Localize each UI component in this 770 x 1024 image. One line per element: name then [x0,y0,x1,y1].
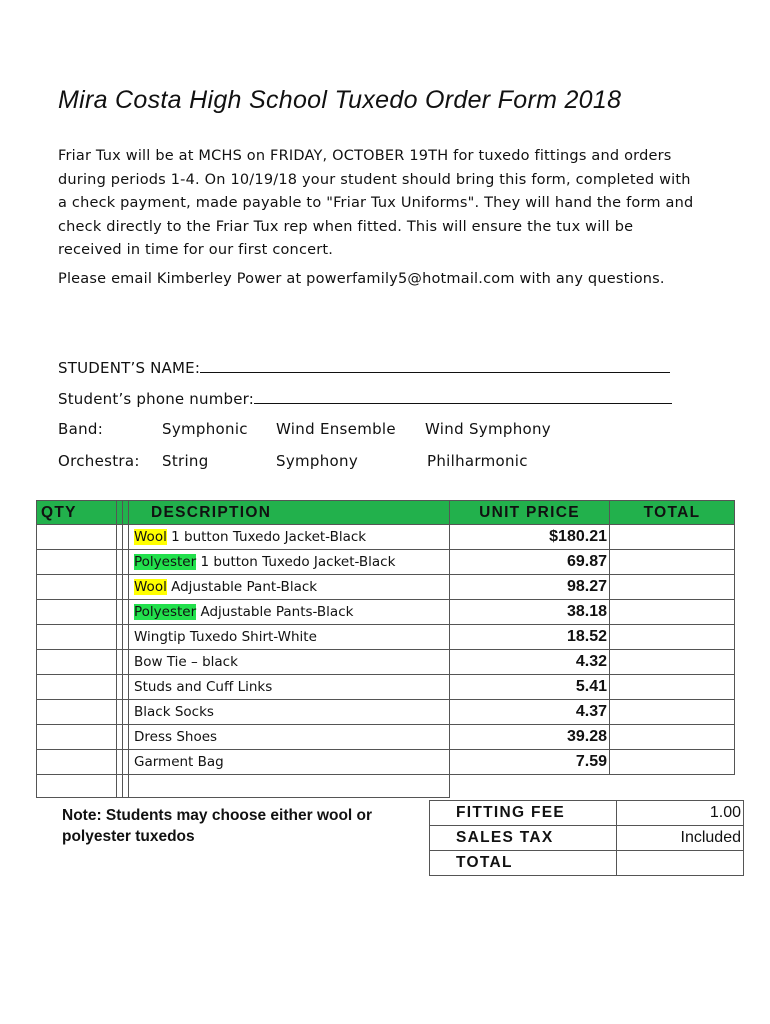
header-total: TOTAL [610,501,735,525]
qty-cell[interactable] [37,700,117,725]
student-phone-line[interactable] [254,389,672,404]
qty-cell[interactable] [37,525,117,550]
description-cell [129,525,450,550]
band-option-wind-ensemble[interactable]: Wind Ensemble [276,420,396,438]
description-cell [129,600,450,625]
student-name-line[interactable] [200,358,670,373]
band-label: Band: [58,420,104,438]
table-row [37,600,735,625]
qty-cell[interactable] [37,650,117,675]
item-name: Bow Tie – black [134,654,238,670]
total-cell[interactable] [610,750,735,775]
band-option-wind-symphony[interactable]: Wind Symphony [425,420,551,438]
description-cell [129,650,450,675]
student-phone-label: Student’s phone number: [58,390,255,408]
order-table [36,500,735,798]
description-cell [129,750,450,775]
table-row [37,575,735,600]
total-cell[interactable] [610,525,735,550]
student-name-field[interactable] [58,358,670,377]
unit-price-cell: 7.59 [450,750,610,775]
unit-price-cell: 98.27 [450,575,610,600]
qty-cell[interactable] [37,575,117,600]
fee-label: SALES TAX [430,826,617,851]
qty-cell[interactable] [37,550,117,575]
header-qty: QTY [37,501,117,525]
orchestra-option-philharmonic[interactable]: Philharmonic [427,452,528,470]
material-highlight: Wool [134,579,167,595]
fee-row [430,801,744,826]
student-name-label: STUDENT’S NAME: [58,359,201,377]
total-cell[interactable] [610,600,735,625]
contact-paragraph: Please email Kimberley Power at powerfamily5@hotmail.com with any questions. [58,271,665,287]
item-name: Studs and Cuff Links [134,679,273,695]
item-name: Adjustable Pant-Black [166,579,318,595]
unit-price-cell: 5.41 [450,675,610,700]
fee-row [430,851,744,876]
item-name: Garment Bag [134,754,224,770]
qty-cell[interactable] [37,600,117,625]
table-row [37,675,735,700]
unit-price-cell: 39.28 [450,725,610,750]
qty-cell[interactable] [37,725,117,750]
page-title: Mira Costa High School Tuxedo Order Form 2018 [58,86,622,114]
unit-price-cell: 18.52 [450,625,610,650]
blank-cell [450,775,610,798]
table-row [37,700,735,725]
header-description: DESCRIPTION [129,501,450,525]
material-highlight: Wool [134,529,167,545]
description-cell [129,550,450,575]
fee-value: 1.00 [617,801,744,826]
student-phone-field[interactable] [58,389,672,408]
qty-cell[interactable] [37,625,117,650]
item-name: Dress Shoes [134,729,218,745]
total-cell[interactable] [610,625,735,650]
orchestra-label: Orchestra: [58,452,140,470]
item-name: 1 button Tuxedo Jacket-Black [196,554,396,570]
description-cell [129,675,450,700]
total-cell[interactable] [610,700,735,725]
description-cell [129,725,450,750]
unit-price-cell: 4.32 [450,650,610,675]
total-cell[interactable] [610,550,735,575]
item-name: Black Socks [134,704,214,720]
description-cell [129,700,450,725]
table-row [37,625,735,650]
total-cell[interactable] [610,650,735,675]
description-cell [129,575,450,600]
unit-price-cell: $180.21 [450,525,610,550]
item-name: Wingtip Tuxedo Shirt-White [134,629,317,645]
total-cell[interactable] [610,725,735,750]
table-header-row [37,501,735,525]
description-cell [129,625,450,650]
header-unit-price: UNIT PRICE [450,501,610,525]
fee-value[interactable] [617,851,744,876]
orchestra-option-symphony[interactable]: Symphony [276,452,358,470]
fee-value: Included [617,826,744,851]
table-row [37,725,735,750]
table-row [37,550,735,575]
unit-price-cell: 38.18 [450,600,610,625]
qty-cell[interactable] [37,750,117,775]
blank-cell [37,775,117,798]
item-name: 1 button Tuxedo Jacket-Black [166,529,367,545]
unit-price-cell: 4.37 [450,700,610,725]
blank-cell [610,775,735,798]
total-cell[interactable] [610,575,735,600]
orchestra-option-string[interactable]: String [162,452,209,470]
table-row-blank [37,775,735,798]
table-row [37,750,735,775]
band-option-symphonic[interactable]: Symphonic [162,420,248,438]
unit-price-cell: 69.87 [450,550,610,575]
note-text: Note: Students may choose either wool or polyester tuxedos [62,807,373,845]
fee-label: FITTING FEE [430,801,617,826]
blank-cell [129,775,450,798]
fee-row [430,826,744,851]
total-cell[interactable] [610,675,735,700]
table-row [37,650,735,675]
material-highlight: Polyester [134,554,197,570]
fees-table [429,800,744,876]
intro-paragraph: Friar Tux will be at MCHS on FRIDAY, OCTOBER 19TH for tuxedo fittings and orders during periods 1-4. On 10/19/18 your student should bring this form, completed with a check payment, made payable to "Friar Tux Uniforms". They will hand the form and check directly to the Friar Tux rep when fitted. This will ensure the tux will be received in time for our first concert. [58,148,694,258]
table-row [37,525,735,550]
qty-cell[interactable] [37,675,117,700]
material-highlight: Polyester [134,604,197,620]
item-name: Adjustable Pants-Black [196,604,354,620]
fee-label: TOTAL [430,851,617,876]
